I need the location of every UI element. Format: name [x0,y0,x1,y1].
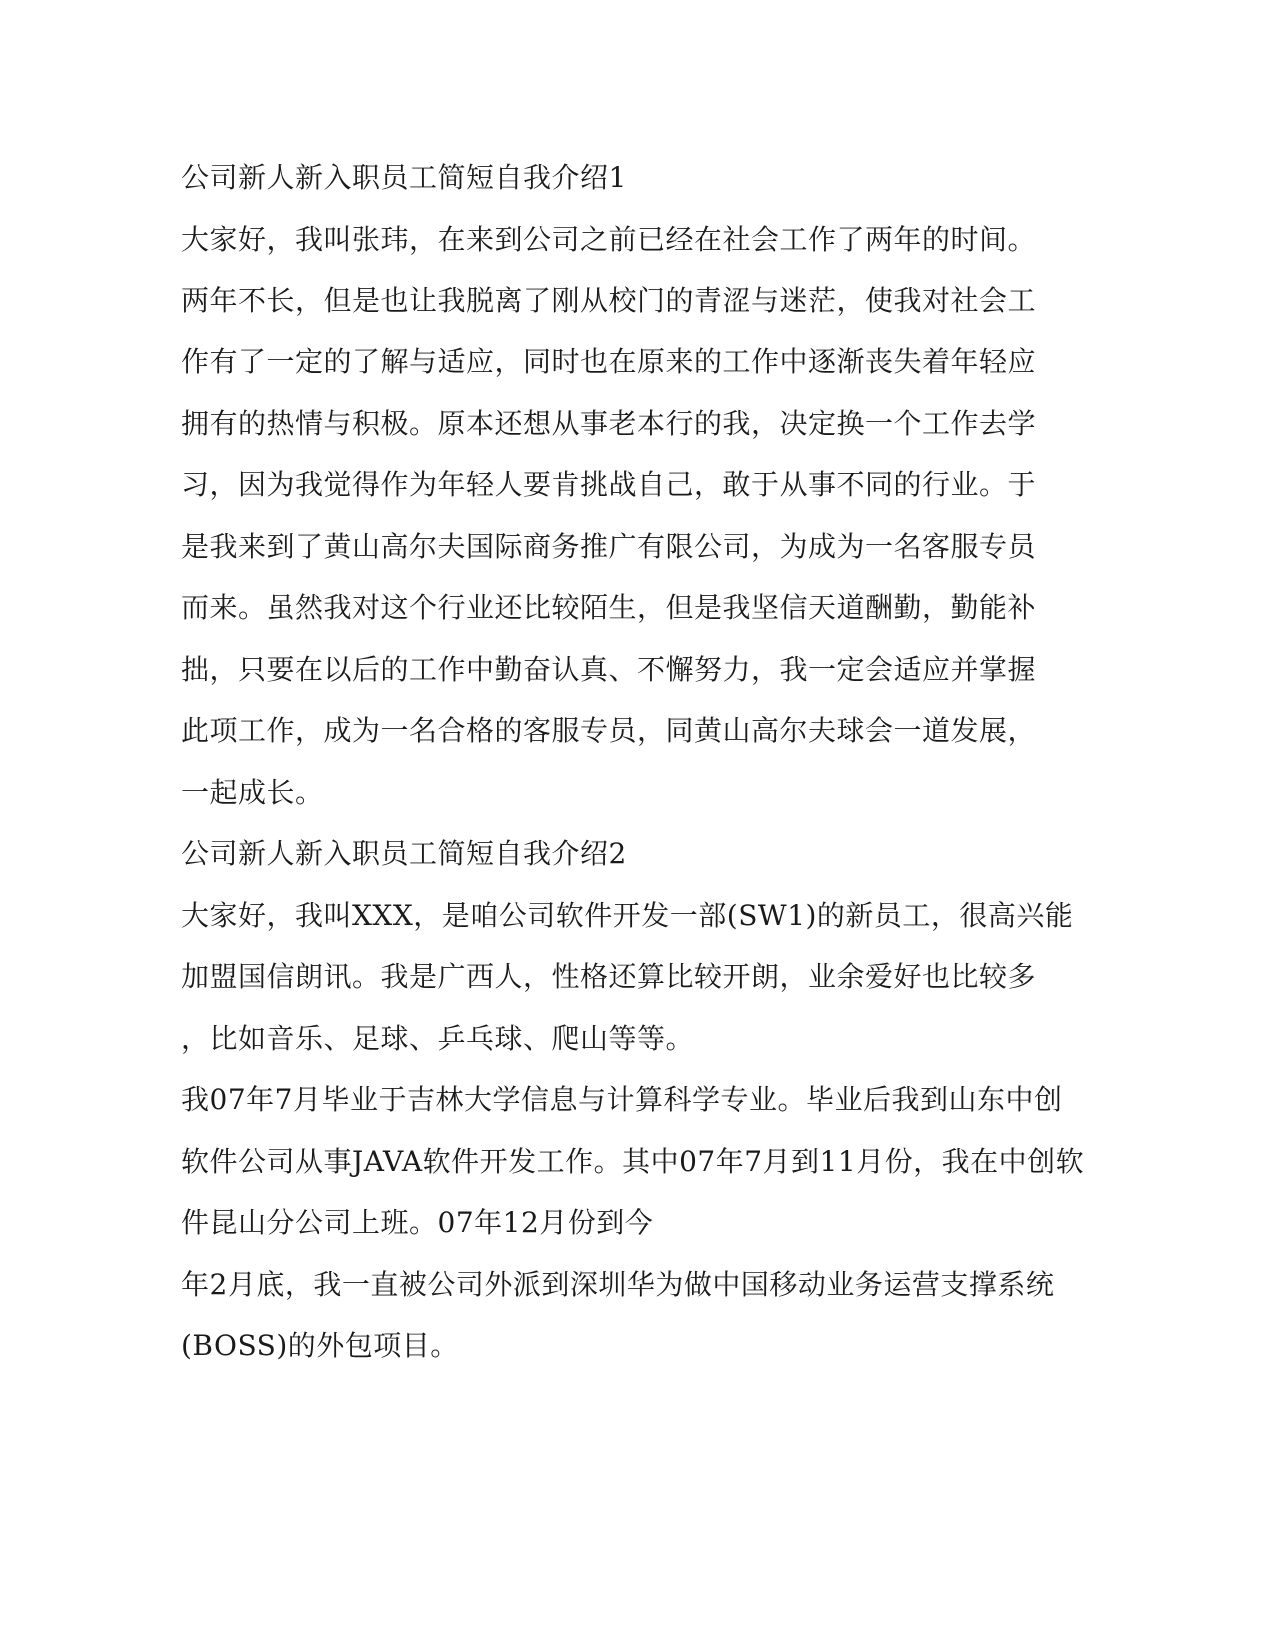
paragraph-line: 大家好，我叫张玮，在来到公司之前已经在社会工作了两年的时间。 [181,223,1037,256]
paragraph-line: 习，因为我觉得作为年轻人要肯挑战自己，敢于从事不同的行业。于 [181,468,1037,501]
paragraph-line: 两年不长，但是也让我脱离了刚从校门的青涩与迷茫，使我对社会工 [181,284,1037,317]
paragraph-line: (BOSS)的外包项目。 [181,1329,459,1362]
paragraph-line: 我07年7月毕业于吉林大学信息与计算科学专业。毕业后我到山东中创 [181,1083,1063,1116]
section-heading-1: 公司新人新入职员工简短自我介绍1 [181,161,627,194]
paragraph-line: 一起成长。 [181,776,324,809]
paragraph-line: ，比如音乐、足球、乒乓球、爬山等等。 [181,1022,695,1055]
paragraph-line: 大家好，我叫XXX，是咱公司软件开发一部(SW1)的新员工，很高兴能 [181,899,1074,932]
paragraph-line: 年2月底，我一直被公司外派到深圳华为做中国移动业务运营支撑系统 [181,1268,1055,1301]
paragraph-line: 拥有的热情与积极。原本还想从事老本行的我，决定换一个工作去学 [181,407,1037,440]
paragraph-line: 加盟国信朗讯。我是广西人，性格还算比较开朗，业余爱好也比较多 [181,960,1037,993]
paragraph-line: 而来。虽然我对这个行业还比较陌生，但是我坚信天道酬勤，勤能补 [181,591,1037,624]
paragraph-line: 件昆山分公司上班。07年12月份到今 [181,1206,654,1239]
paragraph-line: 作有了一定的了解与适应，同时也在原来的工作中逐渐丧失着年轻应 [181,345,1037,378]
paragraph-line: 拙，只要在以后的工作中勤奋认真、不懈努力，我一定会适应并掌握 [181,653,1037,686]
paragraph-line: 软件公司从事JAVA软件开发工作。其中07年7月到11月份，我在中创软 [181,1145,1085,1178]
section-heading-2: 公司新人新入职员工简短自我介绍2 [181,837,627,870]
paragraph-line: 是我来到了黄山高尔夫国际商务推广有限公司，为成为一名客服专员 [181,530,1037,563]
paragraph-line: 此项工作，成为一名合格的客服专员，同黄山高尔夫球会一道发展， [181,714,1037,747]
